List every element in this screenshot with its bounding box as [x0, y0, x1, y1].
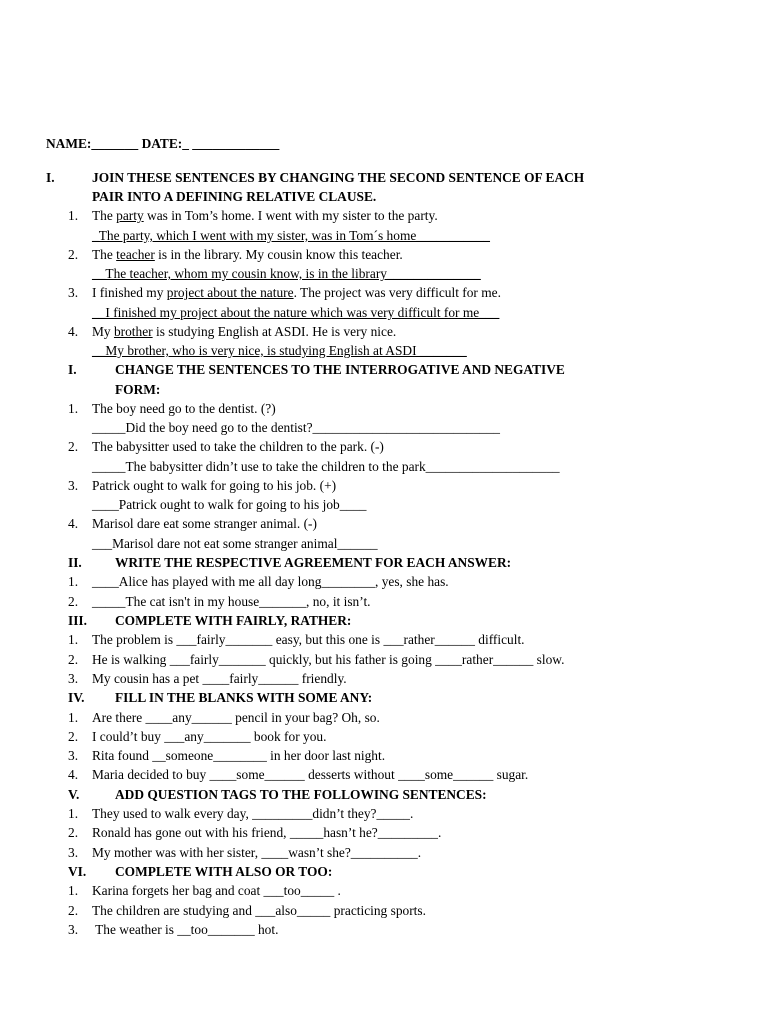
s2-item-2-answer: _____The babysitter didn’t use to take the children to the park____________________ [92, 459, 560, 474]
section-2-title-line1: CHANGE THE SENTENCES TO THE INTERROGATIVE AND NEGATIVE [115, 362, 565, 377]
s6-item-1-number: 1. [68, 806, 79, 821]
s1-item-3-number: 3. [68, 285, 79, 300]
s7-item-1-number: 1. [68, 883, 79, 898]
s2-item-3-answer: ____Patrick ought to walk for going to his job____ [92, 497, 367, 512]
s1-item-2-question: The teacher is in the library. My cousin know this teacher. [92, 247, 403, 262]
s5-item-2-number: 2. [68, 729, 79, 744]
s5-item-1-number: 1. [68, 710, 79, 725]
section-3-title: WRITE THE RESPECTIVE AGREEMENT FOR EACH ANSWER: [115, 555, 512, 570]
section-7-title: COMPLETE WITH ALSO OR TOO: [115, 864, 333, 879]
s2-item-4-answer: ___Marisol dare not eat some stranger animal______ [92, 536, 378, 551]
s1-item-1-answer: _The party, which I went with my sister, was in Tom´s home___________ [92, 228, 490, 243]
s4-item-2-text: He is walking ___fairly_______ quickly, but his father is going ____rather______ slow. [92, 652, 565, 667]
section-5-title: FILL IN THE BLANKS WITH SOME ANY: [115, 690, 373, 705]
section-5-roman: IV. [68, 690, 85, 705]
s1-item-4-question: My brother is studying English at ASDI. He is very nice. [92, 324, 397, 339]
s2-item-4-number: 4. [68, 516, 79, 531]
s2-item-1-number: 1. [68, 401, 79, 416]
s6-item-2-text: Ronald has gone out with his friend, _____hasn’t he?_________. [92, 825, 442, 840]
s1-item-4-answer: __My brother, who is very nice, is studying English at ASDI _______ [92, 343, 467, 358]
s3-item-2-number: 2. [68, 594, 79, 609]
s1-item-1-question: The party was in Tom’s home. I went with my sister to the party. [92, 208, 438, 223]
s5-item-4-text: Maria decided to buy ____some______ desserts without ____some______ sugar. [92, 767, 529, 782]
s4-item-3-text: My cousin has a pet ____fairly______ friendly. [92, 671, 347, 686]
s7-item-3-text: The weather is __too_______ hot. [92, 922, 279, 937]
s1-item-3-question: I finished my project about the nature. The project was very difficult for me. [92, 285, 501, 300]
s1-item-4-number: 4. [68, 324, 79, 339]
s1-item-1-number: 1. [68, 208, 79, 223]
s5-item-3-number: 3. [68, 748, 79, 763]
s3-item-2-text: _____The cat isn't in my house_______, no, it isn’t. [92, 594, 371, 609]
s4-item-3-number: 3. [68, 671, 79, 686]
s1-item-3-answer: __I finished my project about the nature which was very difficult for me___ [92, 305, 500, 320]
s2-item-1-answer: _____Did the boy need go to the dentist?____________________________ [92, 420, 501, 435]
section-4-roman: III. [68, 613, 87, 628]
s1-item-2-number: 2. [68, 247, 79, 262]
s3-item-1-number: 1. [68, 574, 79, 589]
s2-item-3-number: 3. [68, 478, 79, 493]
s5-item-4-number: 4. [68, 767, 79, 782]
section-1-roman: I. [46, 170, 55, 185]
section-2-title-line2: FORM: [115, 382, 161, 397]
section-4-title: COMPLETE WITH FAIRLY, RATHER: [115, 613, 352, 628]
s6-item-1-text: They used to walk every day, _________didn’t they?_____. [92, 806, 414, 821]
s7-item-3-number: 3. [68, 922, 79, 937]
s4-item-1-text: The problem is ___fairly_______ easy, but this one is ___rather______ difficult. [92, 632, 525, 647]
section-7-roman: VI. [68, 864, 87, 879]
s4-item-1-number: 1. [68, 632, 79, 647]
s5-item-3-text: Rita found __someone________ in her door last night. [92, 748, 386, 763]
section-6-title: ADD QUESTION TAGS TO THE FOLLOWING SENTENCES: [115, 787, 487, 802]
section-2-roman: I. [68, 362, 77, 377]
s2-item-2-number: 2. [68, 439, 79, 454]
s3-item-1-text: ____Alice has played with me all day long________, yes, she has. [92, 574, 449, 589]
section-1-title-line2: PAIR INTO A DEFINING RELATIVE CLAUSE. [92, 189, 377, 204]
section-3-roman: II. [68, 555, 82, 570]
section-6-roman: V. [68, 787, 80, 802]
name-date-line: NAME:_______ DATE:_ _____________ [46, 136, 280, 151]
s5-item-1-text: Are there ____any______ pencil in your bag? Oh, so. [92, 710, 380, 725]
s7-item-1-text: Karina forgets her bag and coat ___too_____ . [92, 883, 341, 898]
s2-item-4-question: Marisol dare eat some stranger animal. (-) [92, 516, 317, 531]
s5-item-2-text: I could’t buy ___any_______ book for you. [92, 729, 327, 744]
s4-item-2-number: 2. [68, 652, 79, 667]
s2-item-3-question: Patrick ought to walk for going to his job. (+) [92, 478, 337, 493]
s6-item-3-number: 3. [68, 845, 79, 860]
s6-item-3-text: My mother was with her sister, ____wasn’t she?__________. [92, 845, 422, 860]
s2-item-1-question: The boy need go to the dentist. (?) [92, 401, 276, 416]
s2-item-2-question: The babysitter used to take the children to the park. (-) [92, 439, 384, 454]
section-1-title-line1: JOIN THESE SENTENCES BY CHANGING THE SECOND SENTENCE OF EACH [92, 170, 585, 185]
s7-item-2-text: The children are studying and ___also_____ practicing sports. [92, 903, 426, 918]
s7-item-2-number: 2. [68, 903, 79, 918]
s1-item-2-answer: __The teacher, whom my cousin know, is in the library______________ [92, 266, 481, 281]
s6-item-2-number: 2. [68, 825, 79, 840]
